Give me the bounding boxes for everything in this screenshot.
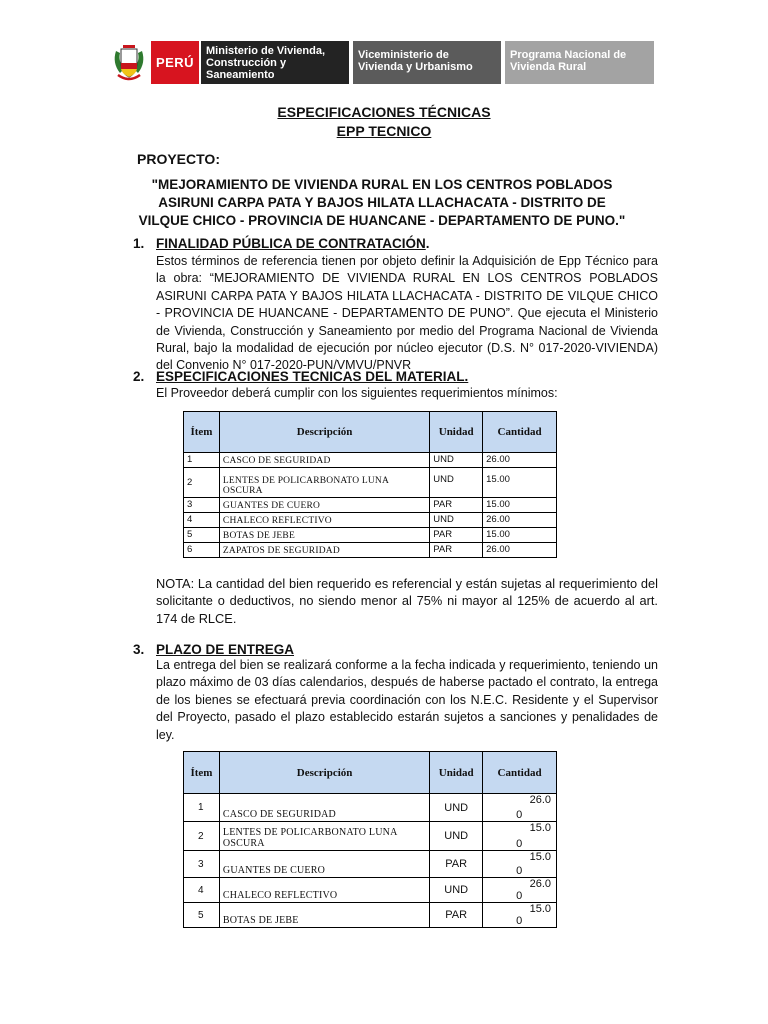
program-label: Programa Nacional de Vivienda Rural (505, 41, 654, 84)
table-row: 3 GUANTES DE CUERO PAR 15.0 0 (184, 851, 557, 878)
ministry-label: Ministerio de Vivienda, Construcción y Saneamiento (201, 41, 349, 84)
table-row: 2 LENTES DE POLICARBONATO LUNA OSCURA UND 15.0 0 (184, 822, 557, 851)
header-quantity: Cantidad (483, 412, 557, 453)
header-item: Ítem (184, 412, 220, 453)
table-row: 5 BOTAS DE JEBE PAR 15.00 (184, 528, 557, 543)
header-banner (107, 41, 654, 84)
doc-title: ESPECIFICACIONES TÉCNICAS (277, 104, 491, 120)
section-1-title: FINALIDAD PÚBLICA DE CONTRATACIÓN. (156, 236, 430, 251)
note-text: NOTA: La cantidad del bien requerido es referencial y están sujetas al requerimiento del solicitante o deductivos, no siendo menor al 75% ni mayor al 125% de acuerdo al art. 174 de RLCE. (156, 576, 658, 626)
section-3-number: 3. (133, 642, 145, 657)
section-3-title: PLAZO DE ENTREGA (156, 642, 295, 657)
project-name: "MEJORAMIENTO DE VIVIENDA RURAL EN LOS CENTROS POBLADOS ASIRUNI CARPA PATA Y BAJOS HILATA LLACHACATA - DISTRITO DE VILQUE CHICO - PROVINCIA DE HUANCANE - DEPARTAMENTO DE PUNO." (138, 177, 626, 228)
header-unit: Unidad (430, 412, 483, 453)
header-item: Ítem (184, 752, 220, 794)
table-row: 5 BOTAS DE JEBE PAR 15.0 0 (184, 903, 557, 928)
section-1-number: 1. (133, 236, 145, 251)
table-row: 1 CASCO DE SEGURIDAD UND 26.00 (184, 453, 557, 468)
doc-subtitle: EPP TECNICO (336, 123, 432, 139)
header-unit: Unidad (430, 752, 483, 794)
peru-logo: PERÚ (151, 41, 199, 84)
header-description: Descripción (219, 412, 429, 453)
table-row: 3 GUANTES DE CUERO PAR 15.00 (184, 498, 557, 513)
table-header-row (184, 412, 557, 453)
table-row: 1 CASCO DE SEGURIDAD UND 26.0 0 (184, 794, 557, 822)
section-2-text: El Proveedor deberá cumplir con los siguientes requerimientos mínimos: (156, 386, 558, 400)
table-row: 2 LENTES DE POLICARBONATO LUNA OSCURA UND 15.00 (184, 468, 557, 498)
viceministry-label: Viceministerio de Vivienda y Urbanismo (353, 41, 501, 84)
header-description: Descripción (219, 752, 429, 794)
section-2-number: 2. (133, 369, 145, 384)
coat-of-arms-icon (107, 41, 151, 84)
table-row: 4 CHALECO REFLECTIVO UND 26.00 (184, 513, 557, 528)
section-2-title: ESPECIFICACIONES TECNICAS DEL MATERIAL. (156, 369, 469, 384)
delivery-table (183, 751, 557, 928)
section-3-text: La entrega del bien se realizará conforme a la fecha indicada y requerimiento, teniendo un plazo máximo de 03 días calendarios, después de haberse pactado el contrato, la entrega de los bienes se efectuará previa coordinación con los N.E.C. Residente y el Supervisor del Proyecto, pasado el plazo establecido estarán sujetos a sanciones y penalidades de ley. (156, 658, 658, 742)
materials-table (183, 411, 557, 558)
section-1-text: Estos términos de referencia tienen por objeto definir la Adquisición de Epp Técnico para la obra: “MEJORAMIENTO DE VIVIENDA RURAL EN LOS CENTROS POBLADOS ASIRUNI CARPA PATA Y BAJOS HILATA LLACHACATA - DISTRITO DE VILQUE CHICO - PROVINCIA DE HUANCANE - DEPARTAMENTO DE PUNO”. Que ejecuta el Ministerio de Vivienda, Construcción y Saneamiento por medio del Programa Nacional de Vivienda Rural, bajo la modalidad de ejecución por núcleo ejecutor (D.S. N° 017-2020-VIVIENDA) del Convenio N° 017-2020-PUN/VMVU/PNVR (156, 254, 658, 373)
table-header-row (184, 752, 557, 794)
project-label: PROYECTO: (137, 151, 220, 167)
header-quantity: Cantidad (483, 752, 557, 794)
table-row: 4 CHALECO REFLECTIVO UND 26.0 0 (184, 878, 557, 903)
table-row: 6 ZAPATOS DE SEGURIDAD PAR 26.00 (184, 543, 557, 558)
